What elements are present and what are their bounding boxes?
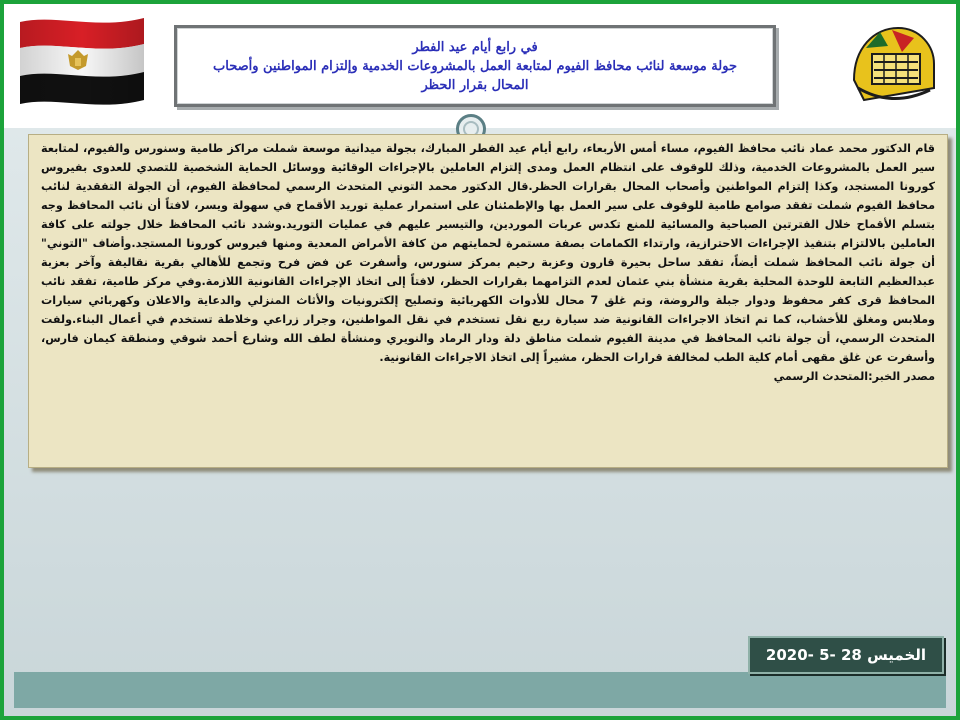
bottom-strip: [14, 672, 946, 708]
article-box: [28, 134, 948, 468]
headline-box: [174, 25, 776, 107]
date-label: الخميس 28 -5 -2020: [748, 636, 944, 674]
article-body: قام الدكتور محمد عماد نائب محافظ الفيوم، مساء أمس الأربعاء، رابع أيام عيد الفطر المبارك، بجولة ميدانية موسعة شملت مراكز طامية وسنورس والفيوم، لمتابعة سير العمل بالمشروعات الخدمية، وذلك للوقوف على انتظام العمل ومدى إلتزام العاملين بالإجراءات الوقائية ووسائل الحماية الشخصية للتصدي للعدوى بفيروس كورونا المستجد، وكذا إلتزام المواطنين وأصحاب المحال بقرارات الحظر.قال الدكتور محمد التوني المتحدث الرسمي لمحافظة الفيوم، أن الجولة التفقدية لنائب محافظ الفيوم شملت تفقد صوامع طامية للوقوف على سير العمل بها والإطمئنان على استمرار عملية توريد الأقماح في سهولة ويسر، لافتاً أن نائب المحافظ وجه بتسلم الأقماح خلال الفترتين الصباحية والمسائية للمنع تكدس عربات الموردين، والتيسير عليهم في عمليات التوريد.وشدد نائب المحافظ خلال جولته على كافة العاملين بالالتزام بتنفيذ الإجراءات الاحترازية، وارتداء الكمامات بصفة مستمرة لحمايتهم من كافة الأمراض المعدية ومنها فيروس كورونا المستجد.وأضاف "التوني" أن جولة نائب المحافظ شملت أيضاً، تفقد ساحل بحيرة قارون وعزبة رحيم بمركز سنورس، وأسفرت عن فض فرح وتجمع للأهالي بقرية نقاليفة وآخر بعزبة عبدالعظيم التابعة للوحدة المحلية بقرية منشأة بني عثمان لعدم التزامهما بقرارات الحظر، لافتاً إلى اتخاذ الإجراءات القانونية اللازمة.وفي مركز طامية، تفقد نائب المحافظ قرى كفر محفوظ ودوار جبلة والروضة، وتم غلق 7 محال للأدوات الكهربائية وتصليح إلكترونيات والأثاث المنزلي والدعاية والاعلان وكهربائي سيارات وملابس ومغلق للأخشاب، كما تم اتخاذ الاجراءات القانونية ضد سيارة ربع نقل تستخدم في نقل المواطنين، وجرار زراعي وخلاطة تستخدم في أعمال البناء.ولفت المتحدث الرسمي، أن جولة نائب المحافظ في مدينة الفيوم شملت مناطق دلة ودار الرماد والنويري ومنشأة لطف الله وشارع أحمد شوقي ومنطقة كيمان فارس، وأسفرت عن غلق مقهى أمام كلية الطب لمخالفة قرارات الحظر، مشيراً إلى اتخاذ الاجراءات القانونية.: [41, 142, 935, 364]
headline-line-2: جولة موسعة لنائب محافظ الفيوم لمتابعة العمل بالمشروعات الخدمية وإلتزام المواطنين وأصحاب: [213, 59, 737, 74]
egypt-flag-icon: [16, 12, 148, 112]
headline-line-3: المحال بقرار الحظر: [421, 78, 529, 93]
headline-line-1: في رابع أيام عيد الفطر: [412, 40, 538, 55]
article-source: مصدر الخبر:المتحدث الرسمي: [773, 370, 935, 383]
fayoum-governorate-logo-icon: [844, 18, 940, 110]
